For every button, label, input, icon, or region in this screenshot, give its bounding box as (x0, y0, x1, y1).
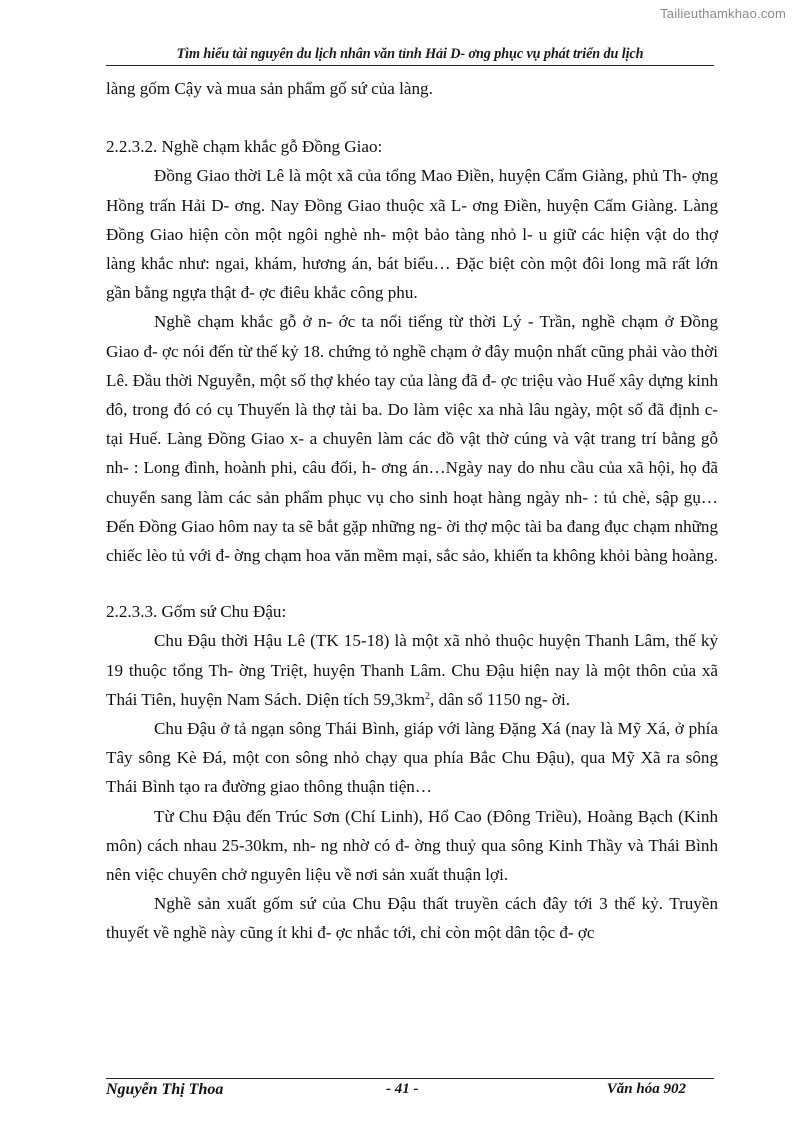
paragraph (106, 626, 718, 714)
paragraph-continuation: làng gốm Cậy và mua sản phẩm gố sứ của làng. (106, 79, 433, 98)
watermark: Tailieuthamkhao.com (660, 6, 786, 21)
paragraph: Nghề chạm khắc gỗ ở n- ớc ta nổi tiếng từ thời Lý - Trần, nghề chạm ở Đồng Giao đ- ợc nói đến từ thế kỷ 18. chứng tỏ nghề chạm ở đây muộn nhất cũng phải vào thời Lê. Đầu thời Nguyễn, một số thợ khéo tay của làng đã đ- ợc triệu vào Huế xây dựng kinh đô, trong đó có cụ Thuyến là thợ tài ba. Do làm việc xa nhà lâu ngày, một số đã định c- tại Huế. Làng Đồng Giao x- a chuyên làm các đồ vật thờ cúng và vật trang trí bằng gỗ nh- : Long đình, hoành phi, câu đối, h- ơng án…Ngày nay do nhu cầu của xã hội, họ đã chuyển sang làm các sản phẩm phục vụ cho sinh hoạt hàng ngày nh- : tủ chè, sập gụ…Đến Đồng Giao hôm nay ta sẽ bắt gặp những ng- ời thợ mộc tài ba đang đục chạm những chiếc lèo tủ với đ- ờng chạm hoa văn mềm mại, sắc sảo, khiến ta không khỏi bàng hoàng. (106, 312, 718, 566)
footer-author: Nguyễn Thị Thoa (106, 1081, 224, 1098)
footer-course: Văn hóa 902 (606, 1081, 686, 1097)
running-header: Tìm hiểu tài nguyên du lịch nhân văn tỉnh Hải D- ơng phục vụ phát triển du lịch (106, 46, 714, 66)
superscript: 2 (425, 690, 431, 702)
section-heading-chu-dau: 2.2.3.3. Gốm sứ Chu Đậu: (106, 602, 287, 622)
paragraph-text: , dân số 1150 ng- ời. (430, 689, 570, 709)
section-heading-dong-giao: 2.2.3.2. Nghề chạm khắc gỗ Đồng Giao: (106, 137, 383, 157)
paragraph: Đồng Giao thời Lê là một xã của tổng Mao Điền, huyện Cẩm Giàng, phủ Th- ợng Hồng trấn Hải D- ơng. Nay Đồng Giao thuộc xã L- ơng Điền, huyện Cẩm Giàng. Làng Đồng Giao hiện còn một ngôi nghè nh- một bảo tàng nhỏ l- u giữ các hiện vật do thợ làng khắc như: ngai, khám, hương án, bát biểu… Đặc biệt còn một đôi long mã rất lớn gần bằng ngựa thật đ- ợc điêu khắc công phu. (106, 166, 718, 303)
paragraph: Chu Đậu ở tả ngạn sông Thái Bình, giáp với làng Đặng Xá (nay là Mỹ Xá, ở phía Tây sông Kè Đá, một con sông nhỏ chạy qua phía Bắc Chu Đậu), qua Mỹ Xã ra sông Thái Bình tạo ra đường giao thông thuận tiện… (106, 719, 718, 797)
paragraph-text: Chu Đậu thời Hậu Lê (TK 15-18) là một xã nhỏ thuộc huyện Thanh Lâm, thế kỷ 19 thuộc tổng Th- ờng Triệt, huyện Thanh Lâm. Chu Đậu hiện nay là một thôn của xã Thái Tiên, huyện Nam Sách. Diện tích 59,3km (106, 631, 718, 709)
page-number: - 41 - (386, 1081, 419, 1097)
page-footer (106, 1078, 714, 1103)
paragraph: Từ Chu Đậu đến Trúc Sơn (Chí Linh), Hổ Cao (Đông Triều), Hoàng Bạch (Kinh môn) cách nhau 25-30km, nh- ng nhờ có đ- ờng thuỷ qua sông Kinh Thầy và Thái Bình nên việc chuyên chở nguyên liệu về nơi sản xuất thuận lợi. (106, 806, 718, 885)
paragraph: Nghề sản xuất gốm sứ của Chu Đậu thất truyền cách đây tới 3 thế kỷ. Truyền thuyết về nghề này cũng ít khi đ- ợc nhắc tới, chỉ còn một dân tộc đ- ợc (106, 894, 718, 943)
page-content (106, 74, 718, 948)
